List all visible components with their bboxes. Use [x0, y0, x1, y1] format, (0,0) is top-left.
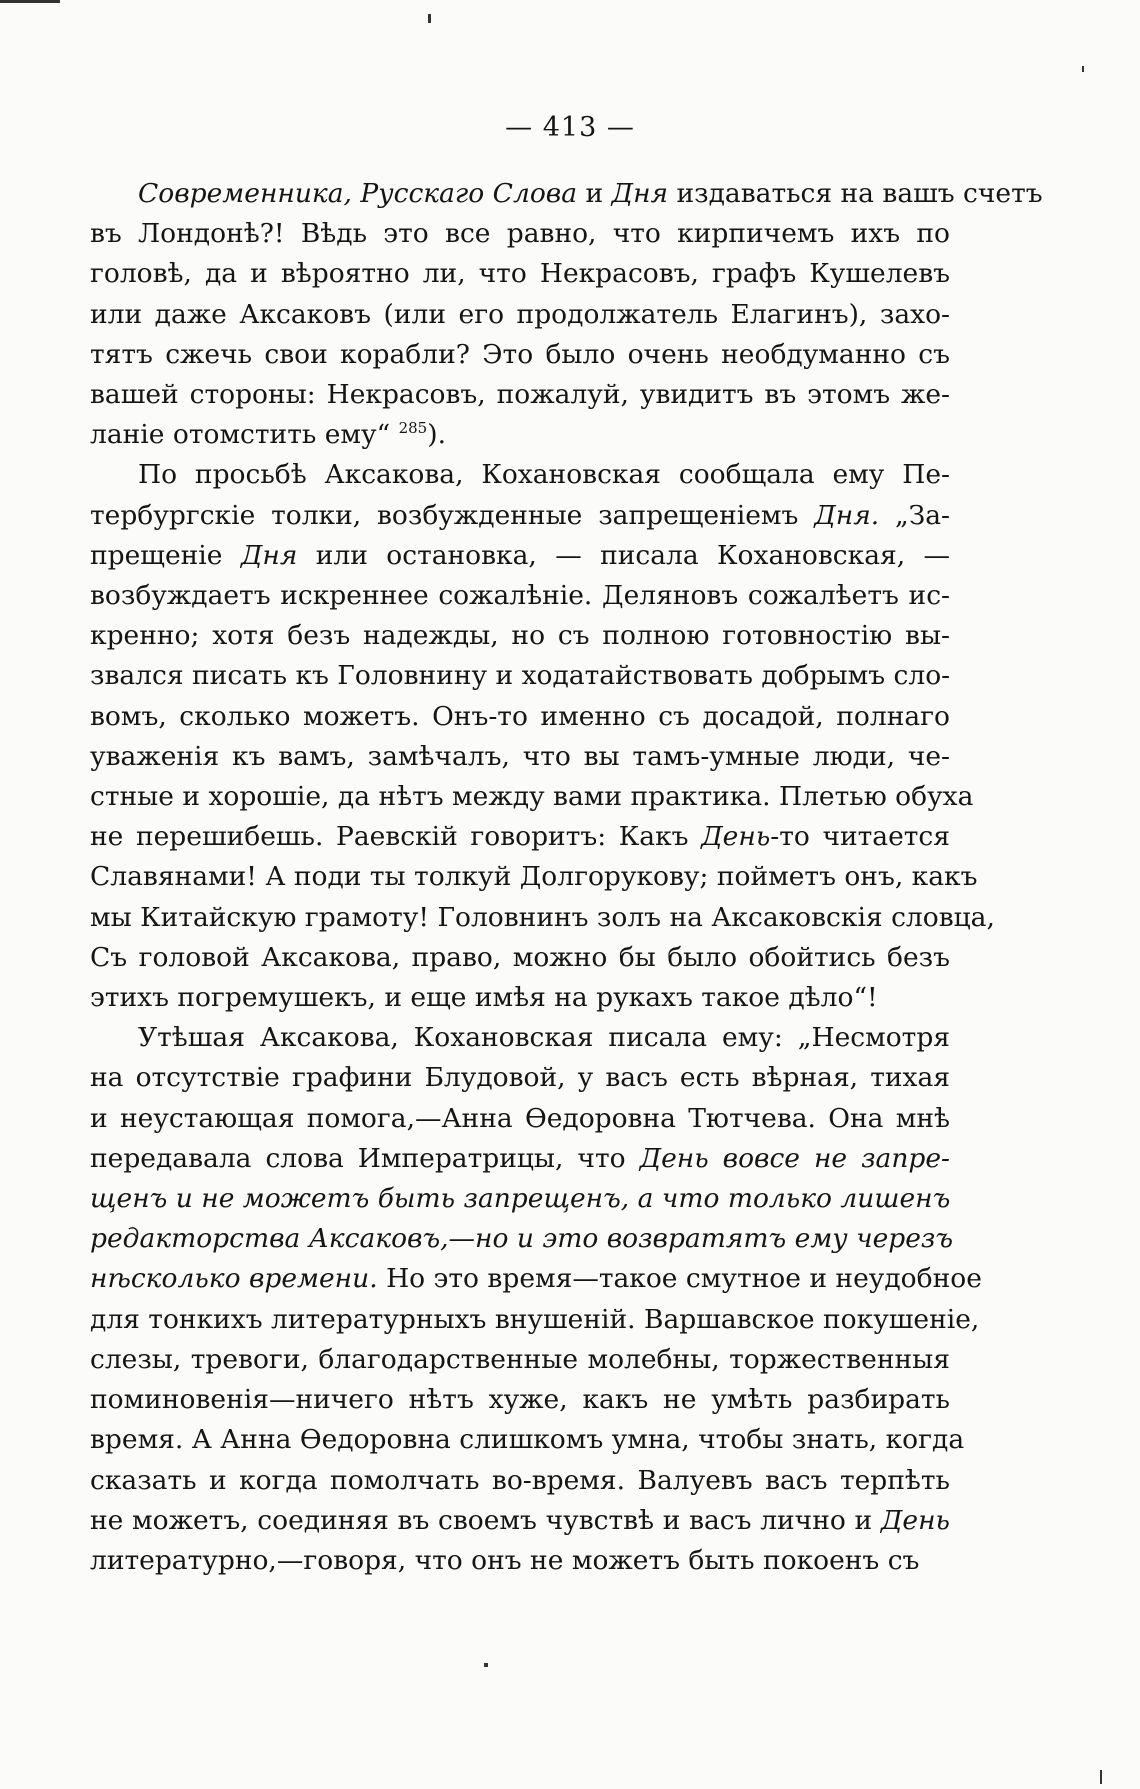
text-line: [90, 656, 950, 696]
italic-text: Дня.: [814, 499, 880, 531]
page-number: — 413 —: [505, 112, 635, 143]
text-segment: Но это время—такое смутное и неудобное: [377, 1263, 982, 1295]
text-line: [90, 857, 978, 897]
italic-text: Дня: [611, 178, 669, 209]
text-segment: слезы, тревоги, благодарственные молебны, торжественныя: [90, 1343, 950, 1375]
italic-text: редакторства Аксаковъ,—но и это возвратятъ ему черезъ: [90, 1223, 954, 1255]
italic-text: День вовсе не запре-: [639, 1142, 951, 1174]
text-line: [90, 898, 995, 938]
text-line: [90, 697, 950, 737]
text-line: [90, 616, 950, 656]
text-body: [90, 174, 1043, 1581]
text-segment: и: [577, 178, 612, 209]
text-segment: этихъ погремушекъ, и еще имѣя на рукахъ такое дѣло“!: [90, 982, 878, 1014]
text-line: [90, 295, 950, 335]
text-segment: на отсутствіе графини Блудовой, у васъ есть вѣрная, тихая: [90, 1062, 950, 1094]
text-line: [90, 777, 974, 817]
text-segment: въ Лондонѣ?! Вѣдь это все равно, что кирпичемъ ихъ по: [90, 218, 950, 250]
text-segment: вашей стороны: Некрасовъ, пожалуй, увидитъ въ этомъ же-: [90, 379, 950, 411]
text-line: [90, 1420, 965, 1460]
text-segment: мы Китайскую грамоту! Головнинъ золъ на Аксаковскія словца,: [90, 901, 995, 933]
text-line: [90, 375, 950, 415]
text-line: [90, 214, 950, 254]
text-line: [90, 335, 950, 375]
text-line: [90, 817, 950, 857]
text-line: [90, 455, 950, 495]
text-line: [90, 1340, 950, 1380]
text-segment: уваженія къ вамъ, замѣчалъ, что вы тамъ-умные люди, че-: [90, 740, 950, 772]
text-segment: время. А Анна Ѳедоровна слишкомъ умна, чтобы знать, когда: [90, 1424, 965, 1456]
text-segment: „За-: [879, 499, 951, 531]
text-line: [90, 1219, 954, 1259]
text-line: [90, 938, 950, 978]
italic-text: День: [880, 1504, 950, 1536]
text-segment: кренно; хотя безъ надежды, но съ полною готовностію вы-: [90, 620, 950, 652]
text-line: [90, 1018, 950, 1058]
text-segment: не можетъ, соединяя въ своемъ чувствѣ и васъ лично и: [90, 1504, 881, 1536]
text-segment: звался писать къ Головнину и ходатайствовать добрымъ сло-: [90, 660, 951, 692]
text-segment: Славянами! А поди ты толкуй Долгорукову; пойметъ онъ, какъ: [90, 861, 978, 893]
text-line: [90, 1501, 950, 1541]
text-segment: -то читается: [770, 821, 950, 853]
text-line: [90, 1179, 950, 1219]
scan-speck: [0, 0, 60, 3]
text-segment: издаваться на вашъ счетъ: [668, 178, 1043, 209]
paragraph-3: [90, 1018, 982, 1581]
italic-text: День: [701, 821, 771, 853]
text-segment: или остановка, — писала Кохановская, —: [297, 539, 951, 571]
text-segment: ланіе отомстить ему“: [90, 419, 399, 451]
scan-speck: [484, 1663, 488, 1667]
paragraph-2: [90, 455, 995, 1018]
scan-speck: [1100, 1770, 1102, 1784]
text-segment: стные и хорошіе, да нѣтъ между вами практика. Плетью обуха: [90, 781, 974, 813]
italic-text: Современника, Русскаго Слова: [138, 178, 578, 209]
text-line: [90, 415, 950, 455]
text-segment: Утѣшая Аксакова, Кохановская писала ему: „Несмотря: [138, 1022, 950, 1054]
text-line: [90, 576, 950, 616]
text-segment: Съ головой Аксакова, право, можно бы было обойтись безъ: [90, 941, 950, 973]
text-segment: вомъ, сколько можетъ. Онъ-то именно съ досадой, полнаго: [90, 700, 950, 732]
text-line: [90, 536, 950, 576]
italic-text: нѣсколько времени.: [90, 1263, 378, 1295]
text-line: [90, 254, 950, 294]
text-segment: или даже Аксаковъ (или его продолжатель Елагинъ), захо-: [90, 298, 950, 330]
text-segment: прещеніе: [90, 539, 241, 571]
text-segment: для тонкихъ литературныхъ внушеній. Варшавское покушеніе,: [90, 1303, 980, 1335]
text-segment: не перешибешь. Раевскій говоритъ: Какъ: [90, 821, 702, 853]
scan-speck: [428, 14, 431, 23]
text-segment: передавала слова Императрицы, что: [90, 1142, 640, 1174]
text-line: [90, 1380, 950, 1420]
text-segment: сказать и когда помолчать во-время. Валуевъ васъ терпѣть: [90, 1464, 950, 1496]
text-line: [90, 1300, 980, 1340]
paragraph-1: [90, 174, 1043, 455]
text-segment: возбуждаетъ искреннее сожалѣніе. Деляновъ сожалѣетъ ис-: [90, 580, 950, 612]
text-line: [90, 1099, 950, 1139]
italic-text: щенъ и не можетъ быть запрещенъ, а что только лишенъ: [90, 1183, 951, 1215]
footnote-ref: 285: [398, 419, 428, 438]
text-line: [90, 174, 1043, 214]
text-line: [90, 496, 950, 536]
italic-text: Дня: [240, 539, 298, 571]
text-line: [90, 978, 950, 1018]
text-line: [90, 1461, 950, 1501]
scan-speck: [1082, 66, 1084, 72]
text-segment: тятъ сжечь свои корабли? Это было очень необдуманно съ: [90, 338, 950, 370]
text-segment: ).: [427, 419, 446, 451]
text-segment: поминовенія—ничего нѣтъ хуже, какъ не умѣть разбирать: [90, 1384, 950, 1416]
text-segment: литературно,—говоря, что онъ не можетъ быть покоенъ съ: [90, 1544, 920, 1576]
text-segment: и неустающая помога,—Анна Ѳедоровна Тютчева. Она мнѣ: [90, 1102, 950, 1134]
text-segment: головѣ, да и вѣроятно ли, что Некрасовъ, графъ Кушелевъ: [90, 258, 950, 290]
text-line: [90, 737, 950, 777]
text-line: [90, 1139, 950, 1179]
text-line: [90, 1541, 950, 1581]
text-segment: По просьбѣ Аксакова, Кохановская сообщала ему Пе-: [138, 459, 950, 491]
text-segment: тербургскіе толки, возбужденные запрещеніемъ: [90, 499, 815, 531]
text-line: [90, 1259, 982, 1299]
text-line: [90, 1058, 950, 1098]
